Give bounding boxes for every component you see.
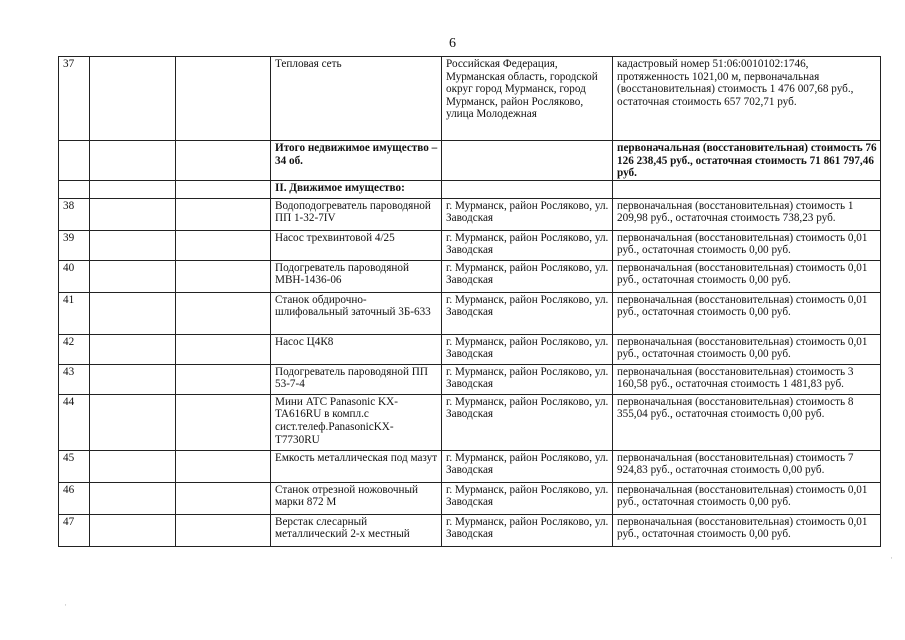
cell-object-name: Мини АТС Panasonic KX-TA616RU в компл.с сист.телеф.PanasonicKX-T7730RU [271, 394, 442, 450]
cell-blank-b [176, 394, 271, 450]
cell-object-name: Емкость металлическая под мазут [271, 450, 442, 482]
cell-characteristics: первоначальная (восстановительная) стоимость 0,01 руб., остаточная стоимость 0,00 руб. [613, 482, 881, 514]
cell-object-name: Верстак слесарный металлический 2-х местный [271, 514, 442, 546]
cell-number: 47 [59, 514, 90, 546]
cell-blank-b [176, 260, 271, 292]
cell-blank-a [90, 141, 176, 181]
cell-number: 41 [59, 292, 90, 334]
cell-characteristics: первоначальная (восстановительная) стоимость 8 355,04 руб., остаточная стоимость 0,00 руб. [613, 394, 881, 450]
cell-blank-b [176, 514, 271, 546]
table-row [59, 260, 881, 292]
cell-address [442, 180, 613, 198]
table-row [59, 450, 881, 482]
cell-object-name: Подогреватель пароводяной МВН-1436-06 [271, 260, 442, 292]
cell-address: г. Мурманск, район Росляково, ул. Заводская [442, 230, 613, 260]
cell-object-name: Насос Ц4К8 [271, 334, 442, 364]
cell-object-name: Насос трехвинтовой 4/25 [271, 230, 442, 260]
table-row [59, 364, 881, 394]
cell-blank-a [90, 57, 176, 141]
table-row [59, 292, 881, 334]
cell-address: г. Мурманск, район Росляково, ул. Заводская [442, 260, 613, 292]
cell-blank-b [176, 450, 271, 482]
cell-characteristics: первоначальная (восстановительная) стоимость 0,01 руб., остаточная стоимость 0,00 руб. [613, 230, 881, 260]
cell-blank-a [90, 450, 176, 482]
cell-blank-b [176, 292, 271, 334]
cell-blank-b [176, 57, 271, 141]
cell-characteristics: первоначальная (восстановительная) стоимость 76 126 238,45 руб., остаточная стоимость 71 861 797,46 руб. [613, 141, 881, 181]
cell-address: г. Мурманск, район Росляково, ул. Заводская [442, 450, 613, 482]
cell-blank-b [176, 482, 271, 514]
cell-characteristics: первоначальная (восстановительная) стоимость 3 160,58 руб., остаточная стоимость 1 481,83 руб. [613, 364, 881, 394]
table-row [59, 180, 881, 198]
table-row [59, 394, 881, 450]
cell-blank-b [176, 230, 271, 260]
table-row [59, 482, 881, 514]
cell-number [59, 180, 90, 198]
cell-address: г. Мурманск, район Росляково, ул. Заводская [442, 482, 613, 514]
cell-object-name: Итого недвижимое имущество – 34 об. [271, 141, 442, 181]
cell-address: г. Мурманск, район Росляково, ул. Заводская [442, 292, 613, 334]
cell-number [59, 141, 90, 181]
cell-blank-a [90, 260, 176, 292]
table-row [59, 141, 881, 181]
cell-object-name: II. Движимое имущество: [271, 180, 442, 198]
table-row [59, 334, 881, 364]
cell-object-name: Водоподогреватель пароводяной ПП 1-32-7IV [271, 198, 442, 230]
table-row [59, 230, 881, 260]
cell-blank-a [90, 230, 176, 260]
scan-speck: · [890, 553, 893, 563]
cell-blank-b [176, 364, 271, 394]
cell-number: 44 [59, 394, 90, 450]
cell-blank-a [90, 334, 176, 364]
cell-number: 37 [59, 57, 90, 141]
cell-blank-b [176, 180, 271, 198]
table-row [59, 198, 881, 230]
table-body [59, 57, 881, 547]
cell-address: г. Мурманск, район Росляково, ул. Заводская [442, 334, 613, 364]
cell-object-name: Тепловая сеть [271, 57, 442, 141]
cell-address: Российская Федерация, Мурманская область, городской округ город Мурманск, город Мурманск, район Росляково, улица Молодежная [442, 57, 613, 141]
cell-object-name: Подогреватель пароводяной ПП 53-7-4 [271, 364, 442, 394]
cell-characteristics: кадастровый номер 51:06:0010102:1746, протяженность 1021,00 м, первоначальная (восстановительная) стоимость 1 476 007,68 руб., остаточная стоимость 657 702,71 руб. [613, 57, 881, 141]
cell-number: 45 [59, 450, 90, 482]
cell-address: г. Мурманск, район Росляково, ул. Заводская [442, 364, 613, 394]
cell-blank-a [90, 394, 176, 450]
cell-blank-a [90, 180, 176, 198]
cell-number: 38 [59, 198, 90, 230]
cell-number: 42 [59, 334, 90, 364]
table-row [59, 514, 881, 546]
cell-number: 39 [59, 230, 90, 260]
cell-characteristics: первоначальная (восстановительная) стоимость 0,01 руб., остаточная стоимость 0,00 руб. [613, 292, 881, 334]
cell-characteristics: первоначальная (восстановительная) стоимость 7 924,83 руб., остаточная стоимость 0,00 руб. [613, 450, 881, 482]
cell-blank-b [176, 334, 271, 364]
scan-speck: · [64, 600, 67, 610]
cell-object-name: Станок отрезной ножовочный марки 872 М [271, 482, 442, 514]
cell-blank-a [90, 514, 176, 546]
cell-characteristics: первоначальная (восстановительная) стоимость 1 209,98 руб., остаточная стоимость 738,23 руб. [613, 198, 881, 230]
cell-number: 40 [59, 260, 90, 292]
cell-characteristics: первоначальная (восстановительная) стоимость 0,01 руб., остаточная стоимость 0,00 руб. [613, 260, 881, 292]
cell-characteristics: первоначальная (восстановительная) стоимость 0,01 руб., остаточная стоимость 0,00 руб. [613, 334, 881, 364]
cell-characteristics: первоначальная (восстановительная) стоимость 0,01 руб., остаточная стоимость 0,00 руб. [613, 514, 881, 546]
cell-number: 46 [59, 482, 90, 514]
property-register-table [58, 56, 881, 547]
cell-object-name: Станок обдирочно-шлифовальный заточный 3Б-633 [271, 292, 442, 334]
cell-blank-a [90, 198, 176, 230]
cell-address: г. Мурманск, район Росляково, ул. Заводская [442, 394, 613, 450]
cell-number: 43 [59, 364, 90, 394]
cell-blank-a [90, 364, 176, 394]
cell-blank-a [90, 292, 176, 334]
cell-blank-a [90, 482, 176, 514]
cell-address [442, 141, 613, 181]
cell-blank-b [176, 198, 271, 230]
cell-characteristics [613, 180, 881, 198]
table-row [59, 57, 881, 141]
cell-address: г. Мурманск, район Росляково, ул. Заводская [442, 198, 613, 230]
cell-address: г. Мурманск, район Росляково, ул. Заводская [442, 514, 613, 546]
cell-blank-b [176, 141, 271, 181]
page-number: 6 [449, 36, 456, 51]
